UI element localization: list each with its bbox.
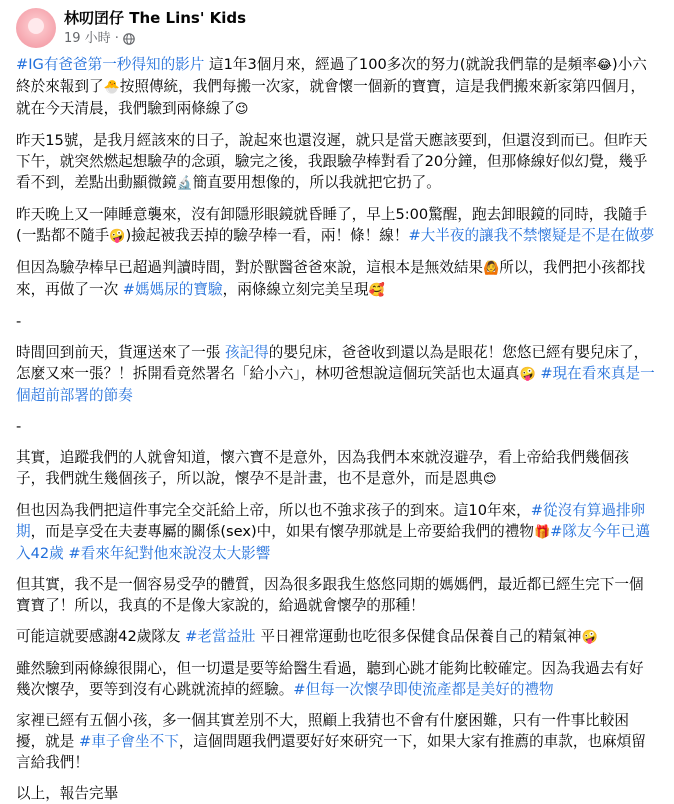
post-text: ，而是享受在夫妻專屬的關係(sex)中，如果有懷孕那就是上帝要給我們的禮物 — [30, 523, 534, 540]
paragraph-gap — [16, 301, 658, 311]
emoji-icon: 🤪 — [581, 630, 598, 645]
post-text: ，兩條線立刻完美呈現 — [222, 281, 369, 298]
paragraph-gap — [16, 773, 658, 783]
post-paragraph — [16, 658, 658, 700]
post-text: 其實，追蹤我們的人就會知道，懷六寶不是意外，因為我們本來就沒避孕，看上帝給我們幾個孩子，我們就生幾個孩子，所以說，懷孕不是計畫，也不是意外，而是恩典 — [16, 449, 629, 487]
author-name[interactable]: 林叨囝仔 The Lins' Kids — [64, 9, 247, 27]
post-text: 但也因為我們把這件事完全交託給上帝，所以也不強求孩子的到來。這10年來， — [16, 502, 531, 519]
emoji-icon: 😊 — [483, 472, 497, 487]
post-text: 這1年3個月來，經過了100多次的努力(就說我們靠的是頻率 — [204, 56, 597, 73]
emoji-icon: 🥰 — [368, 283, 385, 298]
post-text: 雖然驗到兩條線很開心，但一切還是要等給醫生看過，聽到心跳才能夠比較確定。因為我過去有好幾次懷孕，要等到沒有心跳就流掉的經驗。 — [16, 660, 644, 698]
paragraph-gap — [16, 437, 658, 447]
post-text: 按照傳統，我們每搬一次家，就會懷一個新的寶寶，這是我們搬來新家第四個月，就在今天清晨，我們驗到兩條線了 — [16, 78, 646, 117]
post-paragraph — [16, 342, 658, 406]
emoji-icon: 😂 — [596, 58, 612, 73]
post-paragraph — [16, 130, 658, 194]
post-text: 以上，報告完畢 — [16, 785, 119, 802]
paragraph-gap — [16, 648, 658, 658]
emoji-icon: 🤪 — [519, 367, 536, 382]
meta-separator: · — [114, 31, 119, 46]
post-paragraph — [16, 54, 658, 120]
hashtag-link[interactable]: #IG有爸爸第一秒得知的影片 — [16, 56, 205, 73]
author-block — [64, 9, 246, 47]
paragraph-gap — [16, 120, 658, 130]
post-text: - — [16, 418, 22, 435]
paragraph-gap — [16, 616, 658, 626]
post-text: 昨天晚上又一陣睡意襲來，沒有卸隱形眼鏡就昏睡了，早上5:00驚醒，跑去卸眼鏡的同時，我隨手(一點都不隨手 — [16, 206, 648, 244]
hashtag-link[interactable]: 孩記得 — [224, 344, 269, 361]
paragraph-gap — [16, 564, 658, 574]
hashtag-link[interactable]: #從沒有算過排卵期 — [16, 502, 646, 540]
post-text: 的嬰兒床，爸爸收到還以為是眼花！您悠已經有嬰兒床了，怎麼又來一張？！拆開看竟然署名「給小六」，林叨爸想說這個玩笑話也太逼真 — [16, 344, 649, 382]
hashtag-link[interactable]: #但每一次懷孕即使流產都是美好的禮物 — [293, 681, 554, 698]
paragraph-gap — [16, 490, 658, 500]
post-text: 昨天15號，是我月經該來的日子，說起來也還沒遲，就只是當天應該要到，但還沒到而已。但昨天下午，就突然燃起想驗孕的念頭，驗完之後，我跟驗孕棒對看了20分鐘，但那條線好似幻覺，幾乎看不到，差點出動顯微鏡 — [16, 132, 648, 191]
emoji-icon: 🙆 — [483, 261, 500, 276]
post-meta — [64, 30, 246, 47]
hashtag-link[interactable]: #看來年紀對他來說沒太大影響 — [68, 545, 271, 562]
post-text: - — [16, 313, 22, 330]
post-text: 簡直要用想像的，所以我就把它扔了。 — [192, 174, 441, 191]
post-paragraph — [16, 500, 658, 564]
emoji-icon: 😉 — [234, 102, 249, 117]
post-text: 時間回到前天，貨運送來了一張 — [16, 344, 225, 361]
post-text: 但其實，我不是一個容易受孕的體質，因為很多跟我生悠悠同期的媽媽們，最近都已經生完下一個寶寶了！所以，我真的不是像大家說的，給過就會懷孕的那種！ — [16, 576, 644, 614]
post-header — [16, 8, 246, 48]
globe-icon[interactable] — [123, 33, 135, 45]
emoji-icon: 🎁 — [533, 525, 551, 540]
post-text: ，這個問題我們還要好好來研究一下，如果大家有推薦的車款，也麻煩留言給我們！ — [16, 733, 646, 771]
paragraph-gap — [16, 700, 658, 710]
hashtag-link[interactable]: #老當益壯 — [185, 628, 256, 645]
post-paragraph — [16, 626, 658, 648]
paragraph-gap — [16, 247, 658, 257]
page-avatar[interactable] — [16, 8, 56, 48]
emoji-icon: 🤪 — [109, 229, 126, 244]
hashtag-link[interactable]: #隊友今年已邁入42歲 — [16, 523, 650, 562]
post-text: 但因為驗孕棒早已超過判讀時間，對於獸醫爸爸來說，這根本是無效結果 — [16, 259, 484, 276]
hashtag-link[interactable]: #媽媽尿的寶驗 — [122, 281, 223, 298]
post-paragraph — [16, 311, 658, 332]
post-text: )小六終於來報到了 — [16, 56, 647, 95]
paragraph-gap — [16, 194, 658, 204]
post-body — [16, 54, 658, 804]
post-paragraph — [16, 574, 658, 616]
post-paragraph — [16, 416, 658, 437]
emoji-icon: 🔬 — [176, 176, 193, 191]
post-time[interactable]: 19 小時 — [64, 31, 111, 46]
post-text: 所以，我們把小孩都找來，再做了一次 — [16, 259, 646, 298]
paragraph-gap — [16, 332, 658, 342]
post-paragraph — [16, 447, 658, 490]
post-text: 平日裡常運動也吃很多保健食品保養自己的精氣神 — [255, 628, 582, 645]
emoji-icon: 🐣 — [103, 80, 120, 95]
paragraph-gap — [16, 406, 658, 416]
post-paragraph — [16, 257, 658, 301]
post-text: )撿起被我丟掉的驗孕棒一看，兩！條！線！ — [125, 227, 409, 244]
hashtag-link[interactable]: #車子會坐不下 — [79, 733, 179, 750]
post-text: 可能這就要感謝42歲隊友 — [16, 628, 186, 645]
post-paragraph — [16, 710, 658, 773]
post-paragraph — [16, 204, 658, 247]
hashtag-link[interactable]: #現在看來真是一個超前部署的節奏 — [16, 365, 655, 404]
post-paragraph — [16, 783, 658, 804]
post-text: 家裡已經有五個小孩，多一個其實差別不大，照顧上我猜也不會有什麼困難，只有一件事比較困擾，就是 — [16, 712, 629, 750]
hashtag-link[interactable]: #大半夜的讓我不禁懷疑是不是在做夢 — [408, 227, 655, 244]
